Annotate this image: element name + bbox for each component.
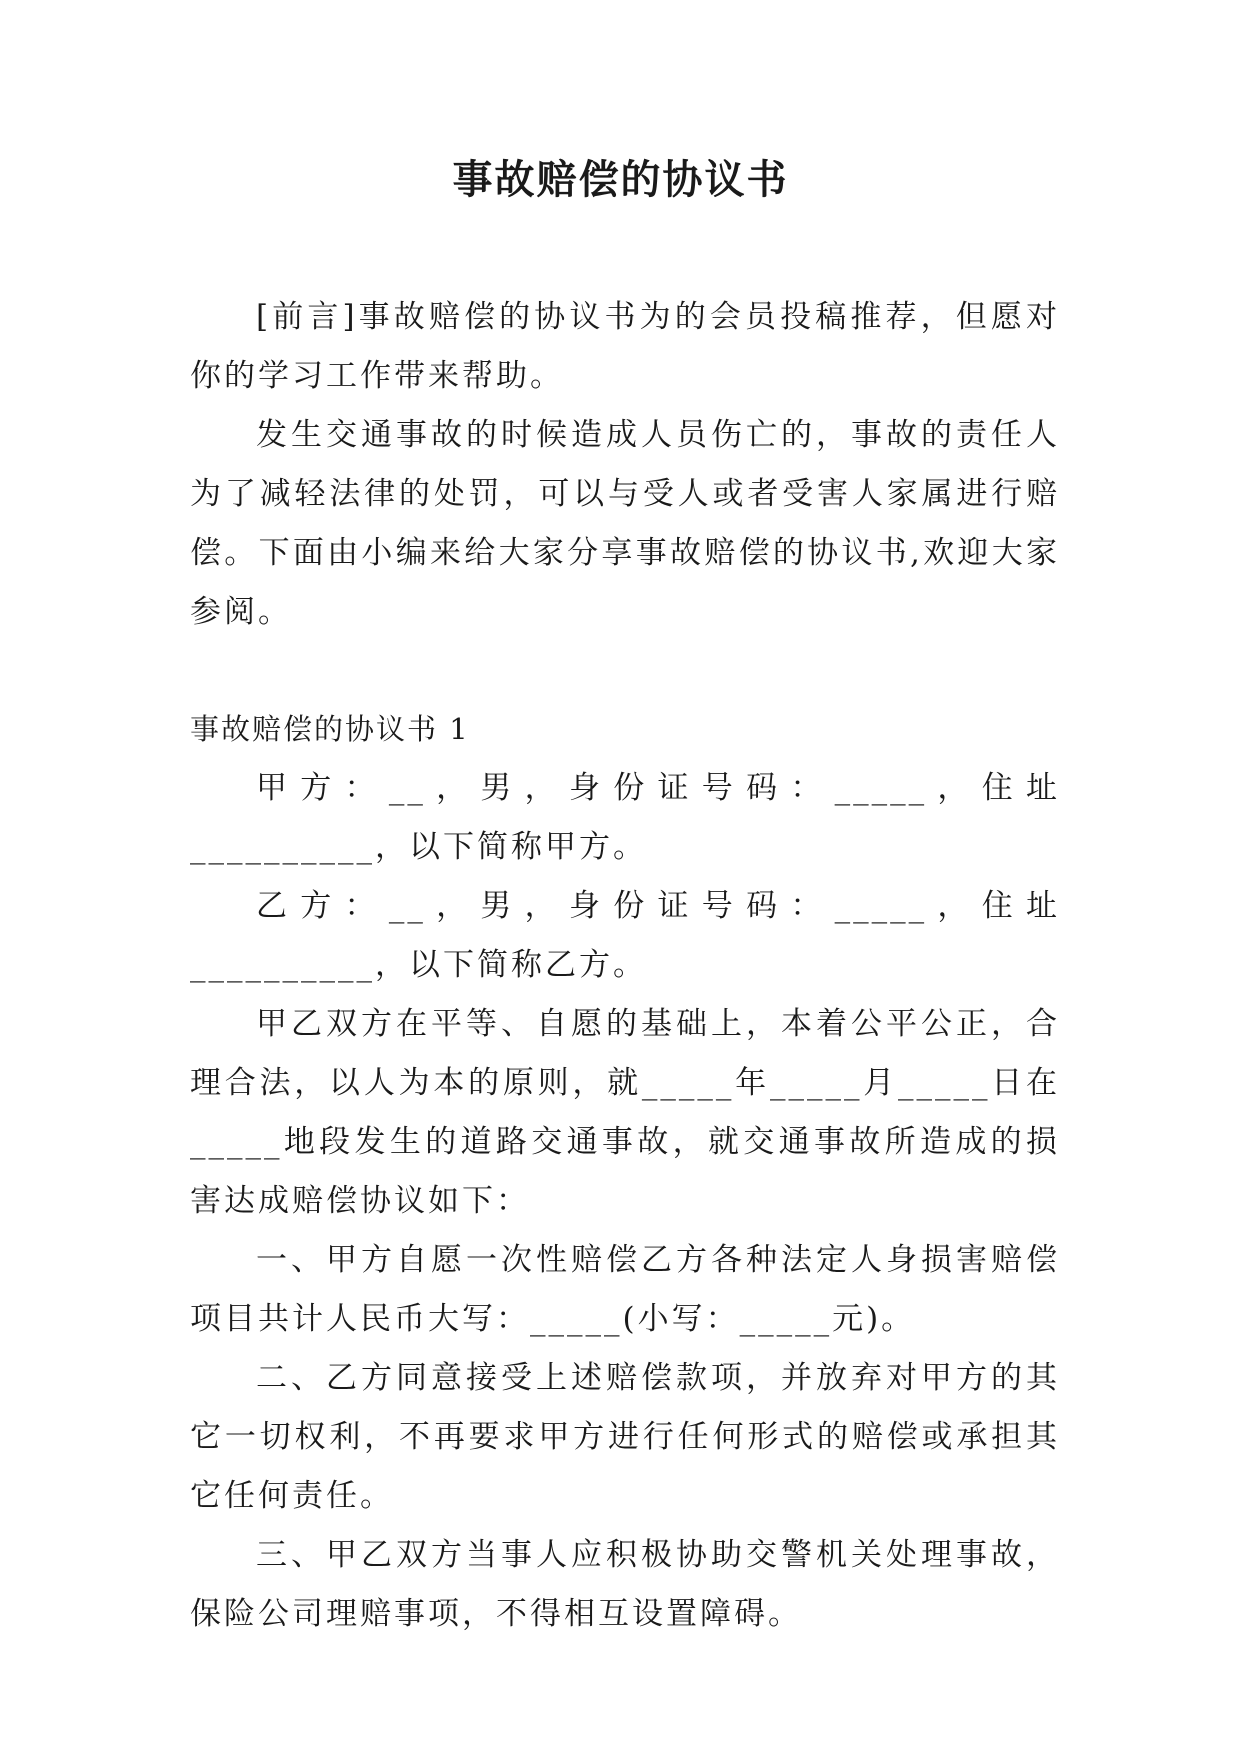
section-heading: 事故赔偿的协议书 1	[190, 712, 470, 746]
document-body	[190, 288, 1060, 1644]
party-a-paragraph: 甲方：__，男，身份证号码：_____，住址__________，以下简称甲方。	[190, 770, 1060, 865]
intro-paragraph: 发生交通事故的时候造成人员伤亡的，事故的责任人为了减轻法律的处罚，可以与受人或者受害人家属进行赔偿。下面由小编来给大家分享事故赔偿的协议书,欢迎大家参阅。	[190, 417, 1060, 630]
clause-3-paragraph: 三、甲乙双方当事人应积极协助交警机关处理事故，保险公司理赔事项，不得相互设置障碍。	[190, 1537, 1060, 1632]
preface-paragraph: [前言]事故赔偿的协议书为的会员投稿推荐，但愿对你的学习工作带来帮助。	[190, 299, 1060, 394]
clause-1-paragraph: 一、甲方自愿一次性赔偿乙方各种法定人身损害赔偿项目共计人民币大写：_____(小写：_____元)。	[190, 1242, 1060, 1337]
clause-2-paragraph: 二、乙方同意接受上述赔偿款项，并放弃对甲方的其它一切权利，不再要求甲方进行任何形式的赔偿或承担其它任何责任。	[190, 1360, 1060, 1514]
party-b-paragraph: 乙方：__，男，身份证号码：_____，住址__________，以下简称乙方。	[190, 888, 1060, 983]
agreement-intro-paragraph: 甲乙双方在平等、自愿的基础上，本着公平公正，合理合法，以人为本的原则，就_____年_____月_____日在_____地段发生的道路交通事故，就交通事故所造成的损害达成赔偿协议如下：	[190, 1006, 1060, 1219]
document-title: 事故赔偿的协议书	[452, 157, 789, 203]
